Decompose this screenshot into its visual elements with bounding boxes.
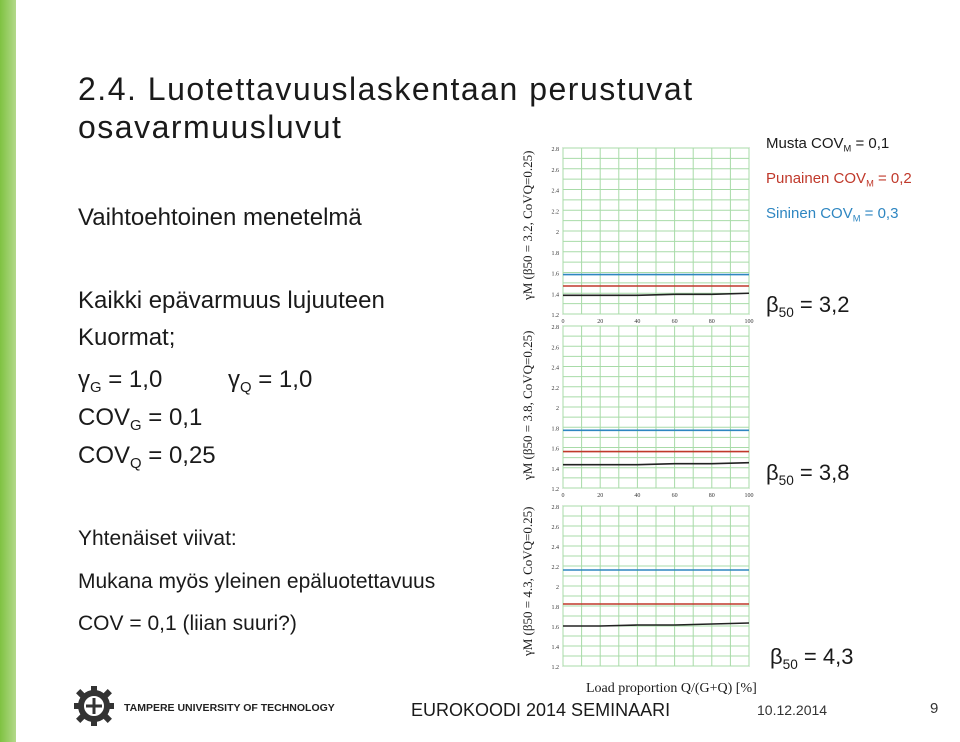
beta-label-3: $\beta_{50} = 4,3$ (770, 644, 854, 672)
chart-3-ytick: 2.8 (551, 505, 559, 511)
chart-1-ylabel: γM (β50 = 3.2, CoVQ=0.25) (520, 150, 535, 300)
load-note: Kaikki epävarmuus lujuuteen (78, 287, 385, 314)
chart-2-ytick: 1.4 (551, 466, 559, 473)
chart-1-xtick: 20 (597, 319, 604, 325)
page-title: 2.4. Luotettavuuslaskentaan perustuvat osavarmuusluvut (78, 71, 694, 145)
chart-2-ytick: 1.8 (551, 426, 559, 433)
gear-logo-icon (72, 684, 357, 728)
method-text: Vaihtoehtoinen menetelmä (78, 204, 362, 231)
loads-label: Kuormat; (78, 324, 176, 351)
uniform-note: Mukana myös yleinen epäluotettavuus (78, 570, 436, 593)
chart-3-ytick: 2.4 (551, 545, 559, 551)
tut-logo (72, 684, 357, 733)
chart-2-xtick: 40 (634, 493, 641, 499)
chart-1-xtick: 0 (561, 319, 565, 325)
chart-1-ytick: 2 (556, 230, 559, 236)
chart-1-ytick: 1.8 (551, 250, 559, 257)
uniform-heading: Yhtenäiset viivat: (78, 527, 237, 550)
x-axis-label: Load proportion Q/(G+Q) [%] (586, 681, 757, 696)
chart-1-ytick: 1.4 (551, 292, 559, 299)
legend-blue: Sininen $COV_M = 0,3$ (766, 205, 899, 224)
chart-1-xtick: 100 (744, 319, 754, 325)
gamma-m-charts (527, 138, 759, 678)
beta-label-1: $\beta_{50} = 3,2$ (766, 292, 850, 320)
chart-2-ytick: 2 (556, 406, 559, 412)
chart-2-ytick: 2.8 (551, 325, 559, 331)
gamma-q: $\gamma_Q = 1,0$ (228, 366, 313, 397)
chart-3-ylabel: γM (β50 = 4.3, CoVQ=0.25) (520, 506, 535, 656)
chart-2-xtick: 80 (708, 493, 715, 499)
chart-2-xtick: 20 (597, 493, 604, 499)
cov-g: $COV_G = 0,1$ (78, 404, 203, 435)
chart-3-ytick: 2.2 (551, 565, 559, 571)
chart-3-ytick: 1.8 (551, 605, 559, 611)
chart-1-ytick: 2.8 (551, 147, 559, 153)
event-name: EUROKOODI 2014 SEMINAARI (411, 700, 671, 720)
chart-1-ytick: 1.2 (551, 313, 559, 319)
logo-text: TAMPERE UNIVERSITY OF TECHNOLOGY (124, 702, 335, 714)
chart-1-xtick: 40 (634, 319, 641, 325)
chart-2-ytick: 2.6 (551, 345, 559, 352)
uniform-cov: COV = 0,1 (liian suuri?) (78, 612, 297, 635)
chart-1-xtick: 80 (708, 319, 715, 325)
chart-2-ylabel: γM (β50 = 3.8, CoVQ=0.25) (520, 330, 535, 480)
chart-2-xtick: 60 (671, 493, 678, 499)
chart-1-ytick: 1.6 (551, 271, 559, 278)
chart-2-ytick: 2.2 (551, 385, 559, 392)
chart-1-xtick: 60 (671, 319, 678, 325)
chart-1-ytick: 2.6 (551, 167, 559, 174)
chart-3-ytick: 1.2 (551, 665, 559, 671)
chart-3-ytick: 1.4 (551, 645, 559, 651)
chart-3-ytick: 2.6 (551, 525, 559, 531)
chart-1-ytick: 2.4 (551, 188, 559, 195)
chart-2-ytick: 1.6 (551, 446, 559, 453)
legend-red: Punainen $COV_M = 0,2$ (766, 170, 912, 189)
chart-3-ytick: 1.6 (551, 625, 559, 631)
beta-label-2: $\beta_{50} = 3,8$ (766, 460, 850, 488)
chart-1-ytick: 2.2 (551, 209, 559, 216)
gamma-g: $\gamma_G = 1,0$ (78, 366, 163, 397)
side-accent-bar (0, 0, 16, 742)
chart-2-ytick: 2.4 (551, 365, 559, 372)
slide-date: 10.12.2014 (757, 702, 828, 718)
legend-black: Musta $COV_M = 0,1$ (766, 135, 890, 154)
chart-2-xtick: 0 (561, 493, 565, 499)
chart-2-xtick: 100 (744, 493, 754, 499)
chart-3-ytick: 2 (556, 585, 559, 591)
page-number: 9 (930, 700, 939, 717)
chart-2-ytick: 1.2 (551, 487, 559, 493)
cov-q: $COV_Q = 0,25$ (78, 442, 216, 473)
